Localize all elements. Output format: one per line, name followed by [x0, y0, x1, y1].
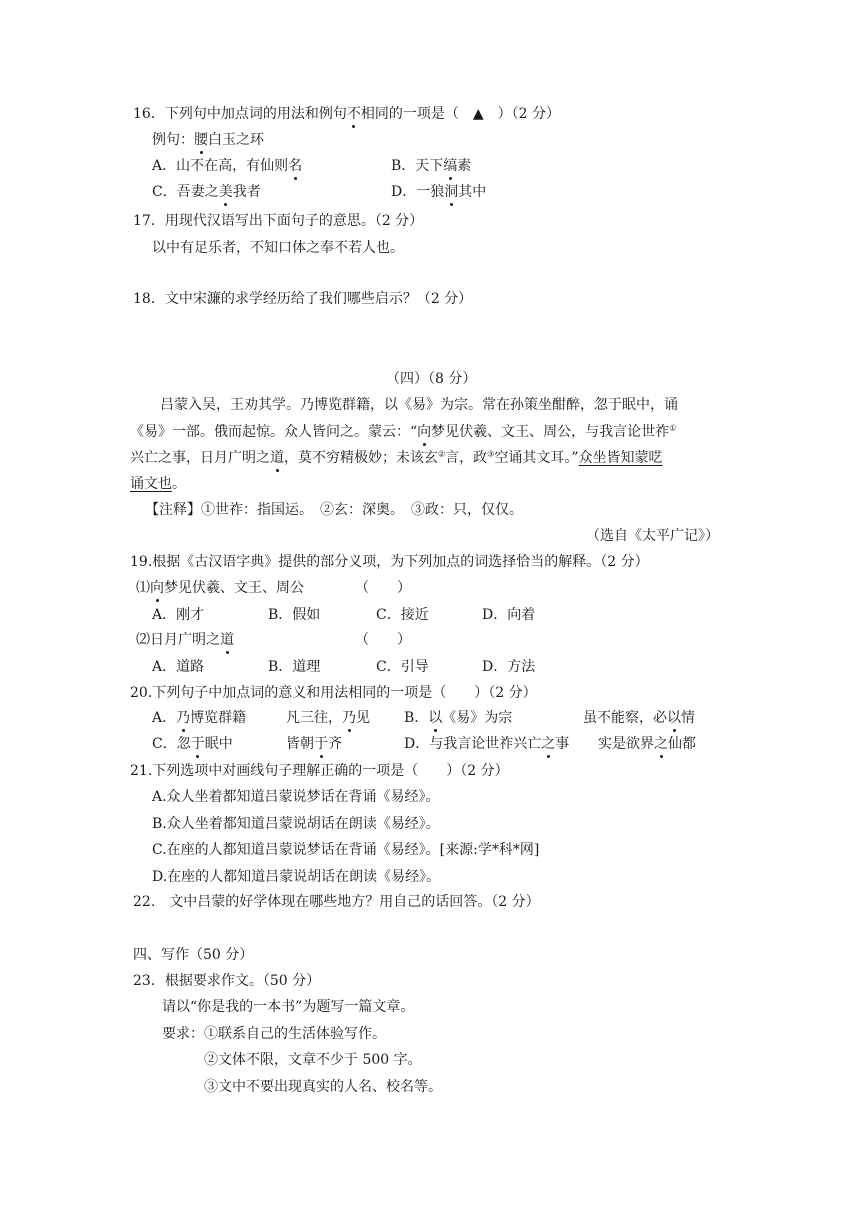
dotted-char: 道 — [220, 632, 234, 648]
dotted-char: 乃 — [342, 710, 356, 726]
q16-stem-text: 相同的一项是（ — [360, 106, 473, 122]
q20-option-a — [152, 708, 246, 728]
writing-requirement-3: ③文中不要出现真实的人名、校名等。 — [204, 1079, 442, 1095]
q16-option-b — [391, 156, 471, 176]
dotted-char: 以 — [667, 710, 681, 726]
q21-stem: 21.下列选项中对画线句子理解正确的一项是（ ）（2 分） — [130, 763, 509, 779]
dotted-char: 以 — [428, 710, 443, 726]
triangle-mark-icon: ▲ — [472, 106, 484, 122]
option-text: C．吾妻之 — [152, 184, 219, 200]
dotted-char: 洞 — [444, 184, 459, 200]
passage-text: 梦见伏羲、文王、周公，与我言论世祚 — [431, 424, 670, 440]
q19-sub2-option-c: C．引导 — [376, 659, 429, 675]
option-text: 虽不能察，必 — [583, 710, 667, 726]
note-ref: ② — [438, 449, 446, 459]
example-label: 例句： — [152, 132, 194, 148]
q16-stem — [133, 104, 560, 124]
q16-option-a — [152, 156, 302, 176]
example-text: 白玉之环 — [208, 132, 264, 148]
dotted-char: 于 — [190, 736, 205, 752]
option-text: 皆朝 — [286, 736, 314, 752]
dotted-char: 之 — [654, 736, 668, 752]
q19-sub1-option-c: C．接近 — [376, 607, 429, 623]
q20-option-b-compare — [583, 708, 695, 728]
writing-requirement-1: 要求：①联系自己的生活体验写作。 — [162, 1026, 386, 1042]
q20-option-a-compare — [286, 708, 370, 728]
sub-text: ⑵日月广明之 — [136, 632, 220, 648]
option-text: 事 — [555, 736, 570, 752]
q16-option-c — [152, 182, 261, 202]
q17-sentence: 以中有足乐者，不知口体之奉不若人也。 — [152, 240, 404, 256]
passage-line-3 — [130, 448, 663, 468]
q19-sub2-option-b: B．道理 — [268, 659, 321, 675]
section4-heading: （四）（8 分） — [386, 371, 477, 387]
q20-option-d — [404, 734, 569, 754]
option-text: 博览群籍 — [190, 710, 247, 726]
q16-stem-text: 16．下列句中加点词的用法和例句 — [133, 106, 347, 122]
dotted-char: 向 — [150, 580, 164, 596]
q19-sub1-option-b: B．假如 — [268, 607, 321, 623]
passage-line-2 — [130, 422, 676, 442]
q20-option-c — [152, 734, 233, 754]
option-text: 其中 — [458, 184, 487, 200]
dotted-char: 名 — [288, 158, 303, 174]
passage-text: 。 — [172, 476, 186, 492]
dotted-char: 向 — [417, 424, 432, 440]
passage-notes: 【注释】①世祚：指国运。 ②玄：深奥。 ③政：只，仅仅。 — [145, 502, 523, 518]
option-text: C．忽 — [152, 736, 191, 752]
underlined-sentence: 诵文也 — [130, 476, 172, 492]
option-text: B． — [404, 710, 429, 726]
q16-points: ）（2 分） — [483, 106, 560, 122]
option-text: 见 — [356, 710, 370, 726]
option-text: 《易》为宗 — [442, 710, 513, 726]
dotted-char: 美 — [218, 184, 233, 200]
dotted-char: 腰 — [194, 132, 208, 148]
q21-option-d: D.在座的人都知道吕蒙说胡话在朗读《易经》。 — [152, 869, 441, 885]
q19-sub1 — [136, 578, 304, 598]
passage-text: 《易》一部。俄而起惊。众人皆问之。蒙云：“ — [130, 424, 418, 440]
answer-blank[interactable]: （ ） — [355, 632, 411, 648]
writing-requirement-2: ②文体不限，文章不少于 500 字。 — [204, 1052, 422, 1068]
option-text: 实是欲界 — [598, 736, 654, 752]
sub-number: ⑴ — [136, 580, 150, 596]
passage-text: ，莫不穷精极妙；未该玄 — [284, 450, 438, 466]
q20-option-c-compare — [286, 734, 342, 754]
q22-stem: 22. 文中吕蒙的好学体现在哪些地方？用自己的话回答。（2 分） — [133, 894, 540, 910]
option-text: A． — [152, 710, 177, 726]
option-text: 我者 — [232, 184, 261, 200]
passage-source: （选自《太平广记》） — [586, 528, 719, 544]
q20-option-d-compare — [598, 734, 696, 754]
option-text: 情 — [681, 710, 695, 726]
passage-line-1: 吕蒙入吴，王劝其学。乃博览群籍，以《易》为宗。常在孙策坐酣醉，忽于眠中，诵 — [160, 397, 678, 413]
dotted-char: 之 — [541, 736, 556, 752]
passage-text: 言，政 — [445, 450, 488, 466]
dotted-char: 乃 — [176, 710, 191, 726]
q19-sub2-option-d: D．方法 — [482, 659, 536, 675]
option-text: 仙都 — [668, 736, 696, 752]
q20-stem: 20.下列句子中加点词的意义和用法相同的一项是（ ）（2 分） — [130, 685, 537, 701]
dotted-char: 道 — [270, 450, 284, 466]
passage-line-4 — [130, 474, 186, 494]
q19-sub2 — [136, 630, 234, 650]
option-text: 凡三往， — [286, 710, 342, 726]
q19-sub1-option-a: A．刚才 — [152, 607, 205, 623]
passage-text: 兴亡之事，日月广明之 — [130, 450, 270, 466]
dotted-char: 缟 — [443, 158, 458, 174]
q19-sub1-option-d: D．向着 — [482, 607, 536, 623]
q21-option-c: C.在座的人都知道吕蒙说梦话在背诵《易经》。[来源:学*科*网] — [152, 842, 540, 858]
q19-sub2-option-a: A．道路 — [152, 659, 205, 675]
writing-prompt: 请以“你是我的一本书”为题写一篇文章。 — [162, 999, 415, 1015]
option-text: A．山不在高，有仙则 — [152, 158, 289, 174]
dotted-char: 于 — [314, 736, 328, 752]
option-text: B．天下 — [391, 158, 444, 174]
q21-option-a: A.众人坐着都知道吕蒙说梦话在背诵《易经》。 — [152, 789, 440, 805]
q18-stem: 18．文中宋濂的求学经历给了我们哪些启示？（2 分） — [133, 291, 473, 307]
passage-text: 空诵其文耳。” — [494, 450, 579, 466]
q16-option-d — [391, 182, 486, 202]
q20-option-b — [404, 708, 512, 728]
q17-stem: 17．用现代汉语写出下面句子的意思。（2 分） — [133, 213, 424, 229]
option-text: D．一狼 — [391, 184, 445, 200]
q16-example — [152, 130, 264, 150]
writing-heading: 四、写作（50 分） — [133, 947, 254, 963]
note-ref: ① — [669, 423, 677, 433]
option-text: 齐 — [328, 736, 342, 752]
answer-blank[interactable]: （ ） — [355, 580, 411, 596]
underlined-sentence: 众坐皆知蒙呓 — [578, 450, 663, 466]
option-text: D．与我言论世祚兴亡 — [404, 736, 542, 752]
q21-option-b: B.众人坐着都知道吕蒙说胡话在朗读《易经》。 — [152, 816, 440, 832]
note-ref: ③ — [487, 449, 495, 459]
option-text: 素 — [457, 158, 472, 174]
option-text: 眠中 — [204, 736, 233, 752]
sub-text: 梦见伏羲、文王、周公 — [164, 580, 304, 596]
dotted-char: 不 — [346, 106, 361, 122]
q23-stem: 23．根据要求作文。（50 分） — [133, 973, 321, 989]
q19-stem: 19.根据《古汉语字典》提供的部分义项，为下列加点的词选择恰当的解释。（2 分） — [130, 554, 649, 570]
